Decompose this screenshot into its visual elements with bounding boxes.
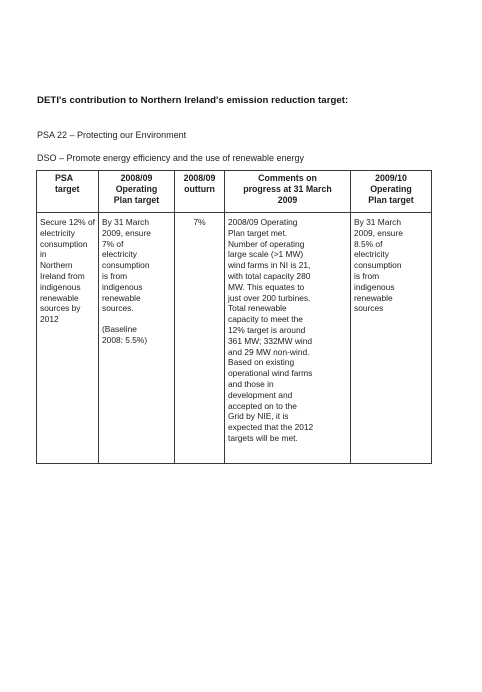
table-header-row bbox=[37, 171, 432, 213]
header-comments: Comments on progress at 31 March 2009 bbox=[225, 171, 351, 213]
psa-line: PSA 22 – Protecting our Environment bbox=[37, 130, 187, 140]
cell-plan-target-0809-text: By 31 March 2009, ensure 7% of electricity consumption is from indigenous renewable sources. bbox=[102, 217, 151, 314]
header-outturn-0809: 2008/09 outturn bbox=[175, 171, 225, 213]
header-plan-target-0809: 2008/09 Operating Plan target bbox=[99, 171, 175, 213]
cell-comments: 2008/09 Operating Plan target met. Number of operating large scale (>1 MW) wind farms in NI is 21, with total capacity 280 MW. This equates to just over 200 turbines. Total renewable capacity to meet the 12% target is around 361 MW; 332MW wind and 29 MW non-wind. Based on existing operational wind farms and those in development and accepted on to the Grid by NIE, it is expected that the 2012 targets will be met. bbox=[225, 213, 351, 464]
header-psa-target: PSA target bbox=[37, 171, 99, 213]
page-heading: DETI's contribution to Northern Ireland's emission reduction target: bbox=[37, 95, 349, 106]
cell-plan-target-0910: By 31 March 2009, ensure 8.5% of electricity consumption is from indigenous renewable sources bbox=[351, 213, 432, 464]
cell-psa-target: Secure 12% of electricity consumption in Northern Ireland from indigenous renewable sources by 2012 bbox=[37, 213, 99, 464]
cell-plan-target-0809-baseline: (Baseline 2008: 5.5%) bbox=[102, 324, 148, 345]
dso-line: DSO – Promote energy efficiency and the use of renewable energy bbox=[37, 153, 304, 163]
header-plan-target-0910: 2009/10 Operating Plan target bbox=[351, 171, 432, 213]
table-row bbox=[37, 213, 432, 464]
cell-outturn-0809: 7% bbox=[175, 213, 225, 464]
targets-table bbox=[36, 170, 432, 464]
cell-plan-target-0809 bbox=[99, 213, 175, 464]
